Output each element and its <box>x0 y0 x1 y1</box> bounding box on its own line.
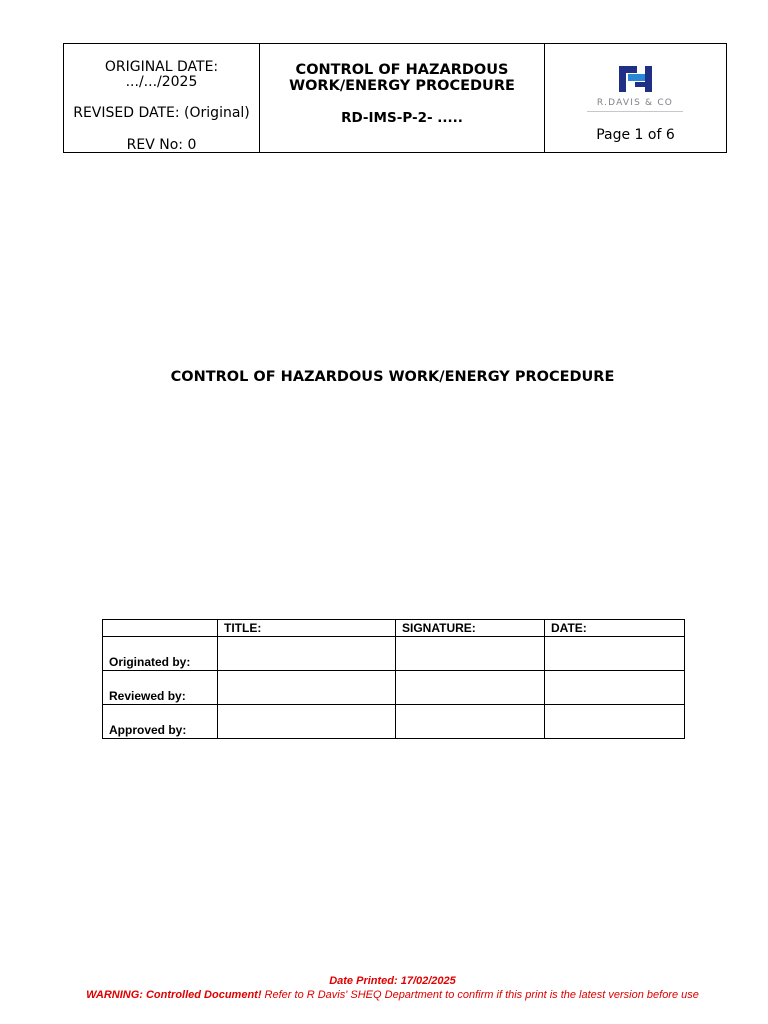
signoff-row-approved <box>103 705 685 739</box>
document-footer <box>0 974 768 1002</box>
signoff-header-signature: SIGNATURE: <box>396 620 545 637</box>
signoff-title-cell[interactable] <box>218 705 396 739</box>
signoff-header-row <box>103 620 685 637</box>
page-number: Page 1 of 6 <box>596 127 675 143</box>
logo-wordmark: R.DAVIS & CO <box>596 98 674 108</box>
signoff-row-originated <box>103 637 685 671</box>
signoff-header-blank <box>103 620 218 637</box>
document-header <box>63 43 727 153</box>
rev-number: REV No: 0 <box>126 137 197 153</box>
logo-underline <box>587 111 683 112</box>
warning-text: Refer to R Davis' SHEQ Department to confirm if this print is the latest version before use <box>261 989 699 1001</box>
signoff-date-cell[interactable] <box>545 705 685 739</box>
signoff-table <box>102 619 685 739</box>
revised-date: REVISED DATE: (Original) <box>73 105 250 121</box>
signoff-date-cell[interactable] <box>545 637 685 671</box>
signoff-signature-cell[interactable] <box>396 705 545 739</box>
signoff-row-reviewed <box>103 671 685 705</box>
signoff-title-cell[interactable] <box>218 637 396 671</box>
warning-label: WARNING: Controlled Document! <box>86 989 262 1001</box>
logo-mark-icon <box>585 62 685 96</box>
controlled-document-warning <box>0 988 768 1002</box>
company-logo <box>585 62 685 114</box>
header-logo-cell <box>545 44 727 153</box>
header-title-cell <box>260 44 545 153</box>
date-printed: Date Printed: 17/02/2025 <box>329 975 456 987</box>
original-date: ORIGINAL DATE: .../.../2025 <box>104 59 219 90</box>
signoff-signature-cell[interactable] <box>396 671 545 705</box>
document-code: RD-IMS-P-2- ..... <box>341 110 463 126</box>
signoff-date-cell[interactable] <box>545 671 685 705</box>
signoff-row-label: Reviewed by: <box>103 671 218 705</box>
document-title: CONTROL OF HAZARDOUS WORK/ENERGY PROCEDURE <box>170 369 615 385</box>
signoff-row-label: Approved by: <box>103 705 218 739</box>
header-title: CONTROL OF HAZARDOUS WORK/ENERGY PROCEDURE <box>289 62 515 94</box>
header-dates-cell <box>64 44 260 153</box>
signoff-header-date: DATE: <box>545 620 685 637</box>
signoff-row-label: Originated by: <box>103 637 218 671</box>
signoff-signature-cell[interactable] <box>396 637 545 671</box>
signoff-title-cell[interactable] <box>218 671 396 705</box>
signoff-header-title: TITLE: <box>218 620 396 637</box>
